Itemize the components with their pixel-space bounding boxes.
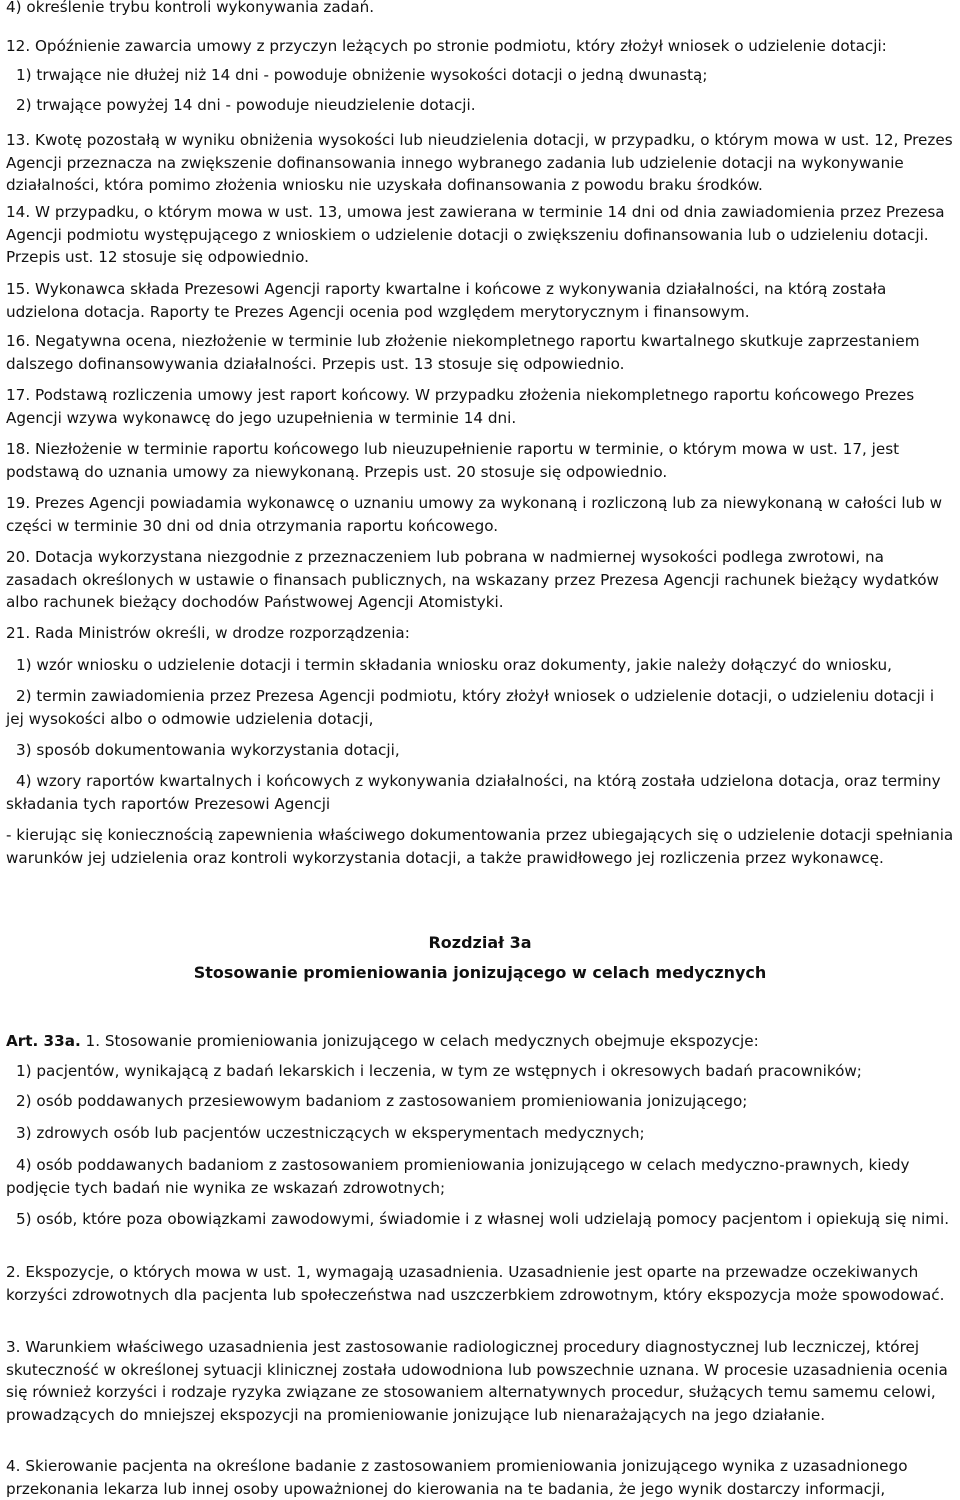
- paragraph-21-item-1: 1) wzór wniosku o udzielenie dotacji i termin składania wniosku oraz dokumenty, jakie należy dołączyć do wniosku,: [16, 656, 892, 674]
- paragraph-21-item-2: 2) termin zawiadomienia przez Prezesa Agencji podmiotu, który złożył wniosek o udzielenie dotacji, o udzieleniu dotacji i jej wysokości albo o odmowie udzielenia dotacji,: [6, 687, 935, 728]
- paragraph-16: 16. Negatywna ocena, niezłożenie w terminie lub złożenie niekompletnego raportu kwartalnego skutkuje zaprzestaniem dalszego dofinansowywania działalności. Przepis ust. 13 stosuje się odpowiednio.: [6, 332, 920, 373]
- paragraph-12-item-2: 2) trwające powyżej 14 dni - powoduje nieudzielenie dotacji.: [16, 96, 476, 114]
- paragraph-21-closing: - kierując się koniecznością zapewnienia właściwego dokumentowania przez ubiegających się o udzielenie dotacji spełniania warunków jej udzielenia oraz kontroli wykorzystania dotacji, a także prawidłowego jej rozliczenia przez wykonawcę.: [6, 826, 954, 867]
- article-33a-paragraph-3: 3. Warunkiem właściwego uzasadnienia jest zastosowanie radiologicznej procedury diagnostycznej lub leczniczej, której skuteczność w określonej sytuacji klinicznej została udowodniona lub powszechnie uznana. W procesie uzasadnienia ocenia się również korzyści i rodzaje ryzyka związane ze stosowaniem alternatywnych procedur, służących temu samemu celowi, prowadzących do mniejszej ekspozycji na promieniowanie jonizujące lub nienarażających na jego działanie.: [6, 1338, 948, 1424]
- article-33a-item-4: 4) osób poddawanych badaniom z zastosowaniem promieniowania jonizującego w celach medyczno-prawnych, kiedy podjęcie tych badań nie wynika ze wskazań zdrowotnych;: [6, 1156, 910, 1197]
- article-33a-paragraph-4: 4. Skierowanie pacjenta na określone badanie z zastosowaniem promieniowania jonizującego wynika z uzasadnionego przekonania lekarza lub innej osoby upoważnionej do kierowania na te badania, że jego wynik dostarczy informacji,: [6, 1457, 908, 1498]
- paragraph-20: 20. Dotacja wykorzystana niezgodnie z przeznaczeniem lub pobrana w nadmiernej wysokości podlega zwrotowi, na zasadach określonych w ustawie o finansach publicznych, na wskazany przez Prezesa Agencji rachunek bieżący wydatków albo rachunek bieżący dochodów Państwowej Agencji Atomistyki.: [6, 548, 939, 611]
- paragraph-19: 19. Prezes Agencji powiadamia wykonawcę o uznaniu umowy za wykonaną i rozliczoną lub za niewykonaną w całości lub w części w terminie 30 dni od dnia otrzymania raportu końcowego.: [6, 494, 943, 535]
- paragraph-21-item-4: 4) wzory raportów kwartalnych i końcowych z wykonywania działalności, na którą została udzielona dotacja, oraz terminy składania tych raportów Prezesowi Agencji: [6, 772, 941, 813]
- paragraph-17: 17. Podstawą rozliczenia umowy jest raport końcowy. W przypadku złożenia niekompletnego raportu końcowego Prezes Agencji wzywa wykonawcę do jego uzupełnienia w terminie 14 dni.: [6, 386, 915, 427]
- article-label: Art. 33a.: [6, 1032, 81, 1050]
- paragraph-12-item-1: 1) trwające nie dłużej niż 14 dni - powoduje obniżenie wysokości dotacji o jedną dwunastą;: [16, 66, 708, 84]
- paragraph-21-item-3: 3) sposób dokumentowania wykorzystania dotacji,: [16, 741, 400, 759]
- article-33a-item-3: 3) zdrowych osób lub pacjentów uczestniczących w eksperymentach medycznych;: [16, 1124, 645, 1142]
- article-33a-paragraph-1: [6, 1030, 954, 1053]
- article-33a-item-1: 1) pacjentów, wynikającą z badań lekarskich i leczenia, w tym ze wstępnych i okresowych badań pracowników;: [16, 1062, 862, 1080]
- paragraph-13: 13. Kwotę pozostałą w wyniku obniżenia wysokości lub nieudzielenia dotacji, w przypadku, o którym mowa w ust. 12, Prezes Agencji przeznacza na zwiększenie dofinansowania innego wybranego zadania lub udzielenie dotacji na wykonywanie działalności, która pomimo złożenia wniosku nie uzyskała dofinansowania z powodu braku środków.: [6, 131, 953, 194]
- article-33a-item-2: 2) osób poddawanych przesiewowym badaniom z zastosowaniem promieniowania jonizującego;: [16, 1092, 748, 1110]
- paragraph-12: 12. Opóźnienie zawarcia umowy z przyczyn leżących po stronie podmiotu, który złożył wniosek o udzielenie dotacji:: [6, 37, 887, 55]
- paragraph-15: 15. Wykonawca składa Prezesowi Agencji raporty kwartalne i końcowe z wykonywania działalności, na którą została udzielona dotacja. Raporty te Prezes Agencji ocenia pod względem merytorycznym i finansowym.: [6, 280, 887, 321]
- paragraph-4-control-mode: 4) określenie trybu kontroli wykonywania zadań.: [6, 0, 375, 16]
- article-33a-paragraph-2: 2. Ekspozycje, o których mowa w ust. 1, wymagają uzasadnienia. Uzasadnienie jest oparte na przewadze oczekiwanych korzyści zdrowotnych dla pacjenta lub społeczeństwa nad uszczerbkiem zdrowotnym, który ekspozycja może spowodować.: [6, 1263, 945, 1304]
- article-33a-paragraph-1-text: 1. Stosowanie promieniowania jonizującego w celach medycznych obejmuje ekspozycje:: [80, 1032, 759, 1050]
- article-33a-item-5: 5) osób, które poza obowiązkami zawodowymi, świadomie i z własnej woli udzielają pomocy pacjentom i opiekują się nimi.: [16, 1210, 950, 1228]
- paragraph-21: 21. Rada Ministrów określi, w drodze rozporządzenia:: [6, 624, 410, 642]
- paragraph-18: 18. Niezłożenie w terminie raportu końcowego lub nieuzupełnienie raportu w terminie, o którym mowa w ust. 17, jest podstawą do uznania umowy za niewykonaną. Przepis ust. 20 stosuje się odpowiednio.: [6, 440, 900, 481]
- chapter-title: Rozdział 3a: [428, 933, 532, 952]
- paragraph-14: 14. W przypadku, o którym mowa w ust. 13, umowa jest zawierana w terminie 14 dni od dnia zawiadomienia przez Prezesa Agencji podmiotu występującego z wnioskiem o udzielenie dotacji o zwiększeniu dofinansowania lub o udzieleniu dotacji. Przepis ust. 12 stosuje się odpowiednio.: [6, 203, 945, 266]
- chapter-subtitle: Stosowanie promieniowania jonizującego w celach medycznych: [193, 963, 767, 982]
